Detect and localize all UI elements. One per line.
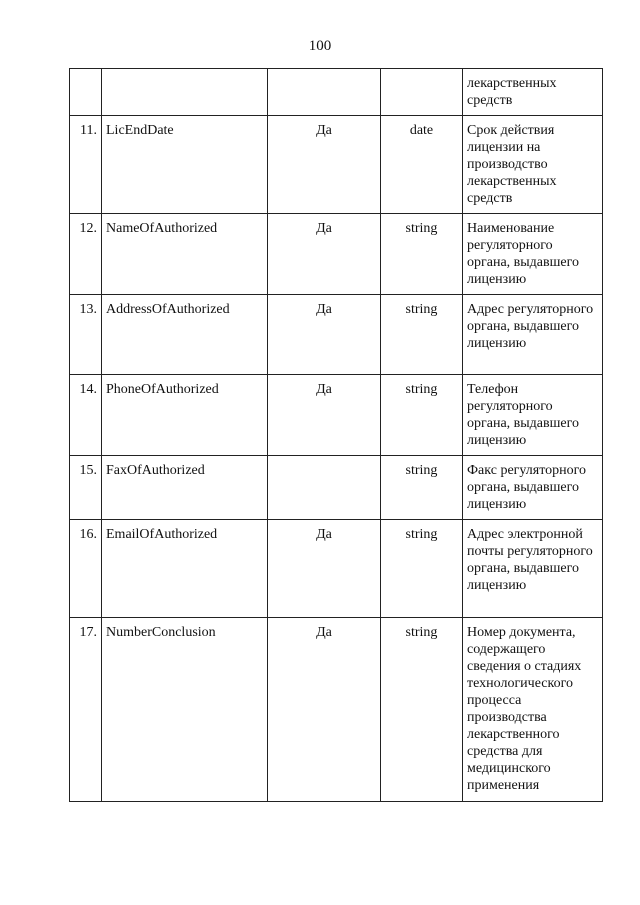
field-type: string: [381, 295, 463, 375]
field-type: string: [381, 214, 463, 295]
field-name: FaxOfAuthorized: [102, 456, 268, 520]
table-row: [70, 456, 603, 520]
row-number: 16.: [70, 520, 102, 618]
field-name: AddressOfAuthorized: [102, 295, 268, 375]
field-type: string: [381, 375, 463, 456]
field-type: date: [381, 116, 463, 214]
field-type: string: [381, 520, 463, 618]
row-number: 17.: [70, 618, 102, 802]
row-number: [70, 69, 102, 116]
row-number: 15.: [70, 456, 102, 520]
field-name: LicEndDate: [102, 116, 268, 214]
field-description: Адрес регуляторного органа, выдавшего лицензию: [463, 295, 603, 375]
field-name: EmailOfAuthorized: [102, 520, 268, 618]
field-required: Да: [268, 295, 381, 375]
field-description: Факс регуляторного органа, выдавшего лицензию: [463, 456, 603, 520]
field-name: NumberConclusion: [102, 618, 268, 802]
table-row: [70, 375, 603, 456]
table-row: [70, 295, 603, 375]
field-type: string: [381, 618, 463, 802]
row-number: 13.: [70, 295, 102, 375]
field-required: Да: [268, 520, 381, 618]
row-number: 14.: [70, 375, 102, 456]
field-description: Телефон регуляторного органа, выдавшего лицензию: [463, 375, 603, 456]
field-name: [102, 69, 268, 116]
field-description: лекарственных средств: [463, 69, 603, 116]
field-description: Срок действия лицензии на производство лекарственных средств: [463, 116, 603, 214]
field-name: NameOfAuthorized: [102, 214, 268, 295]
field-required: [268, 456, 381, 520]
row-number: 12.: [70, 214, 102, 295]
field-description: Номер документа, содержащего сведения о стадиях технологического процесса производства лекарственного средства для медицинского применения: [463, 618, 603, 802]
field-type: [381, 69, 463, 116]
field-type: string: [381, 456, 463, 520]
field-required: Да: [268, 618, 381, 802]
table-row: [70, 214, 603, 295]
table-row: [70, 520, 603, 618]
fields-table: [69, 68, 603, 802]
field-required: Да: [268, 375, 381, 456]
field-required: Да: [268, 214, 381, 295]
row-number: 11.: [70, 116, 102, 214]
table-row: [70, 116, 603, 214]
field-description: Адрес электронной почты регуляторного органа, выдавшего лицензию: [463, 520, 603, 618]
field-name: PhoneOfAuthorized: [102, 375, 268, 456]
field-required: Да: [268, 116, 381, 214]
field-description: Наименование регуляторного органа, выдавшего лицензию: [463, 214, 603, 295]
page-number: 100: [308, 38, 332, 54]
table-row: [70, 618, 603, 802]
table-row: [70, 69, 603, 116]
field-required: [268, 69, 381, 116]
